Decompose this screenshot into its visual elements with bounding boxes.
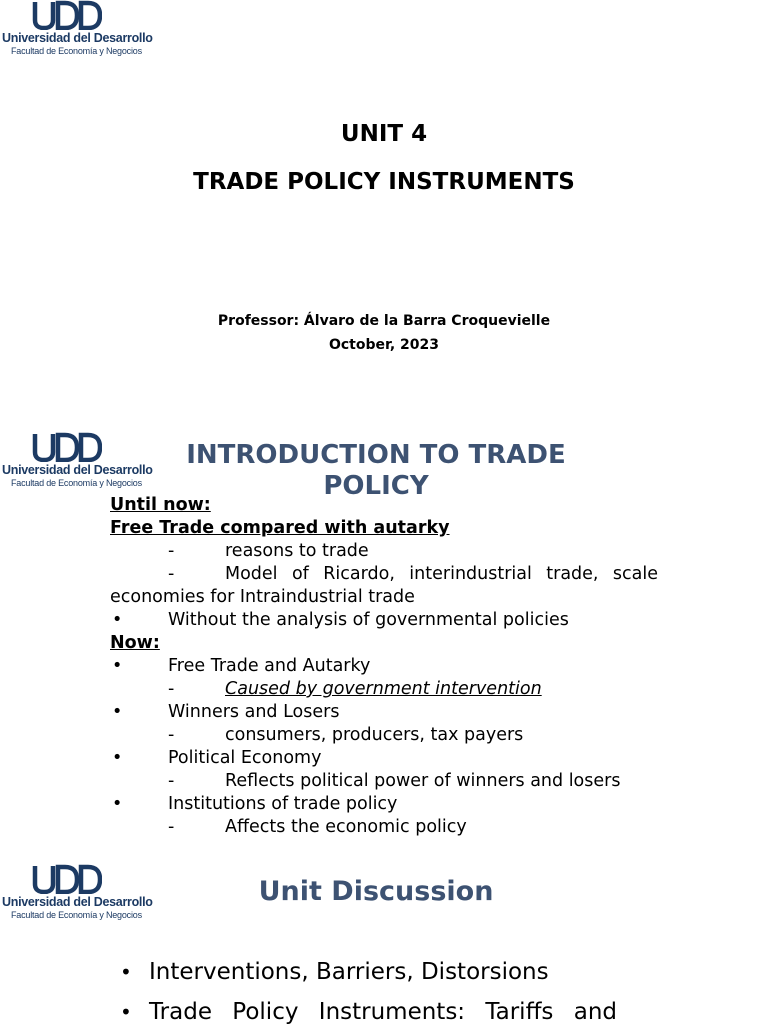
udd-logo-mark-icon: [32, 0, 102, 30]
slide3-title: Unit Discussion: [258, 876, 494, 907]
udd-logo-mark-icon: [32, 432, 102, 462]
slide1-title: UNIT 4: [340, 121, 428, 147]
free-trade-heading: Free Trade compared with autarky: [110, 518, 450, 538]
logo-name: Universidad del Desarrollo: [2, 895, 153, 909]
list-item: • Winners and Losers: [112, 702, 340, 722]
slide2-body: [110, 494, 658, 839]
udd-logo: [2, 0, 153, 58]
now-heading: Now:: [110, 633, 160, 653]
list-item: - reasons to trade: [168, 541, 369, 561]
list-item: - Affects the economic policy: [168, 817, 467, 837]
logo-name: Universidad del Desarrollo: [2, 31, 153, 45]
udd-logo: [2, 432, 153, 490]
logo-faculty: Facultad de Economía y Negocios: [11, 910, 142, 920]
logo-name: Universidad del Desarrollo: [2, 463, 153, 477]
until-now-heading: Until now:: [110, 495, 211, 515]
logo-faculty: Facultad de Economía y Negocios: [11, 46, 142, 56]
list-item: • Without the analysis of governmental policies: [112, 610, 569, 630]
slide2-title: INTRODUCTION TO TRADE POLICY: [186, 440, 566, 501]
list-item: • Institutions of trade policy: [112, 794, 398, 814]
list-item: - consumers, producers, tax payers: [168, 725, 524, 745]
list-item: • Interventions, Barriers, Distorsions: [120, 959, 549, 985]
professor-line: Professor: Álvaro de la Barra Croquevielle: [217, 313, 551, 329]
list-item: - Model of Ricardo, interindustrial trade, scale: [168, 564, 658, 584]
intro-slide: [0, 432, 768, 864]
list-item: - Caused by government intervention: [168, 679, 542, 699]
slide1-subtitle: TRADE POLICY INSTRUMENTS: [193, 169, 575, 195]
title-slide: [0, 0, 768, 432]
discussion-slide: [0, 864, 768, 1024]
date-line: October, 2023: [328, 337, 440, 353]
logo-faculty: Facultad de Economía y Negocios: [11, 478, 142, 488]
list-item: - Reflects political power of winners and losers: [168, 771, 621, 791]
list-item: • Trade Policy Instruments: Tariffs and: [120, 999, 617, 1024]
list-item: • Free Trade and Autarky: [112, 656, 371, 676]
list-item: • Political Economy: [112, 748, 322, 768]
list-item-continuation: economies for Intraindustrial trade: [110, 587, 415, 607]
